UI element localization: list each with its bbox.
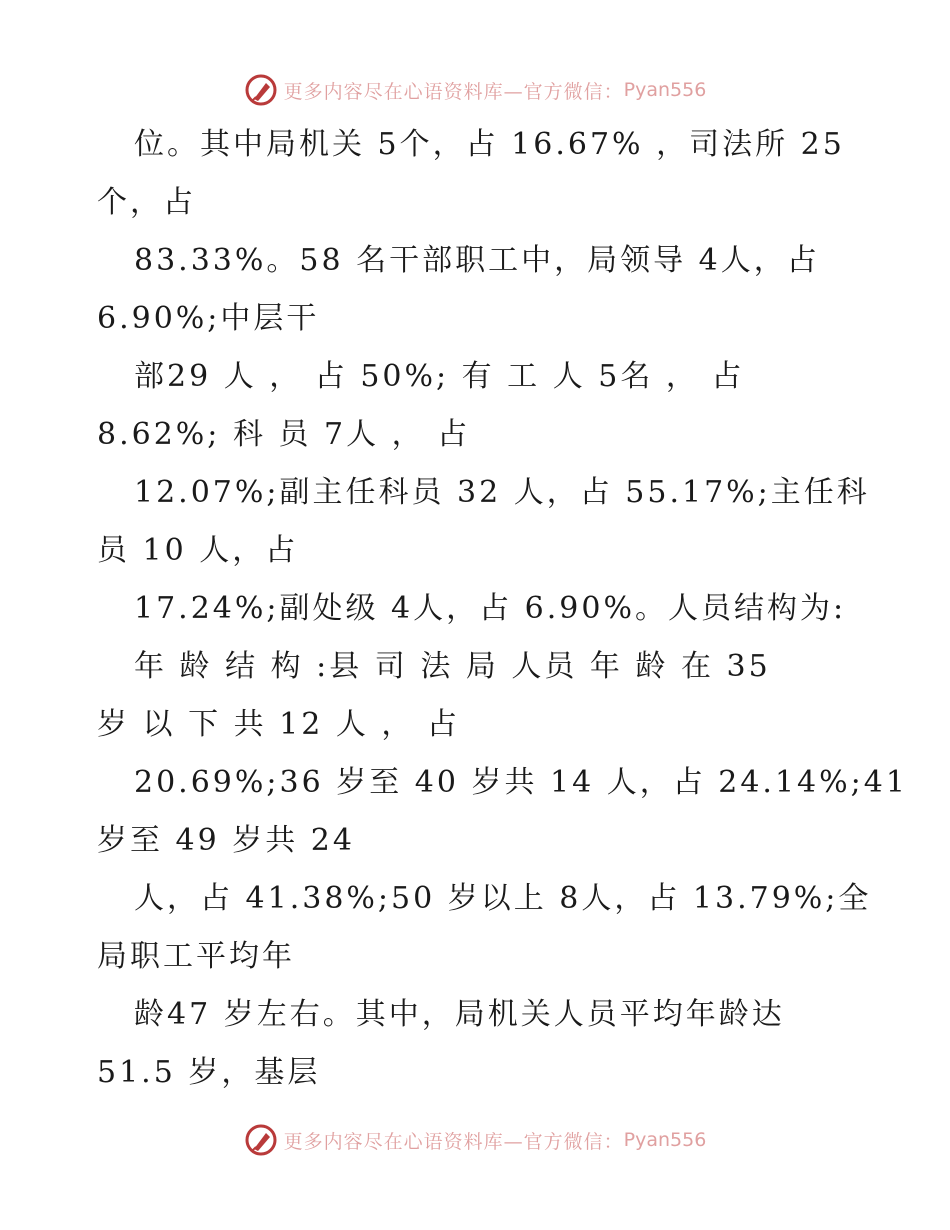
text-line: 局职工平均年 [97, 939, 295, 974]
text-line: 8.62%; 科 员 7人 ， 占 [97, 417, 471, 452]
text-line: 员 10 人，占 [97, 533, 299, 568]
watermark-text: 更多内容尽在心语资料库—官方微信： [283, 1130, 624, 1153]
text-line: 龄47 岁左右。其中，局机关人员平均年龄达 [134, 997, 785, 1032]
text-line: 岁 以 下 共 12 人 ， 占 [97, 707, 460, 742]
text-line: 6.90%;中层干 [97, 301, 320, 336]
pen-nib-logo-icon [244, 1123, 278, 1157]
text-line: 人，占 41.38%;50 岁以上 8人，占 13.79%;全 [134, 881, 872, 916]
watermark-id: Pyan556 [623, 1129, 707, 1151]
header-watermark [0, 70, 950, 110]
pen-nib-logo-icon [244, 73, 278, 107]
text-line: 个，占 [97, 185, 196, 220]
text-line: 年 龄 结 构 :县 司 法 局 人员 年 龄 在 35 [134, 649, 771, 684]
text-line: 20.69%;36 岁至 40 岁共 14 人，占 24.14%;41 [134, 765, 908, 800]
text-line: 12.07%;副主任科员 32 人，占 55.17%;主任科 [134, 475, 870, 510]
footer-watermark [0, 1120, 950, 1160]
watermark-id: Pyan556 [623, 79, 707, 101]
text-line: 51.5 岁，基层 [97, 1055, 321, 1090]
text-line: 83.33%。58 名干部职工中，局领导 4人，占 [134, 243, 820, 278]
text-line: 17.24%;副处级 4人，占 6.90%。人员结构为: [134, 591, 847, 626]
text-line: 位。其中局机关 5个，占 16.67% ，司法所 25 [134, 127, 845, 162]
text-line: 岁至 49 岁共 24 [97, 823, 355, 858]
text-line: 部29 人 ， 占 50%; 有 工 人 5名 ， 占 [134, 359, 745, 394]
watermark-text: 更多内容尽在心语资料库—官方微信： [283, 80, 624, 103]
